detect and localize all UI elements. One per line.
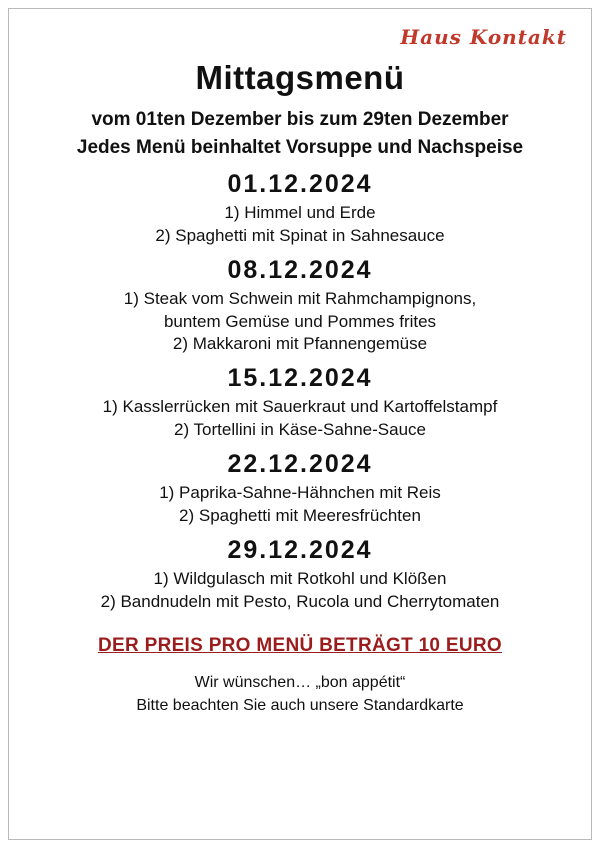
menu-date: 08.12.2024 bbox=[227, 256, 373, 285]
page-title: Mittagsmenü bbox=[195, 59, 405, 96]
menu-item: 1) Kasslerrücken mit Sauerkraut und Kartoffelstampf bbox=[102, 397, 498, 417]
menu-block bbox=[27, 536, 573, 613]
menu-date: 15.12.2024 bbox=[227, 364, 373, 393]
menu-item: 2) Spaghetti mit Meeresfrüchten bbox=[179, 505, 421, 525]
menu-item: buntem Gemüse und Pommes frites bbox=[163, 311, 437, 331]
menu-date: 29.12.2024 bbox=[227, 536, 373, 565]
menu-list bbox=[27, 170, 573, 613]
menu-item: 1) Himmel und Erde bbox=[224, 203, 376, 223]
menu-sheet bbox=[8, 8, 592, 840]
menu-period-line-1: vom 01ten Dezember bis zum 29ten Dezember bbox=[91, 109, 509, 130]
menu-date: 01.12.2024 bbox=[227, 170, 373, 199]
menu-block bbox=[27, 170, 573, 247]
menu-item: 1) Steak vom Schwein mit Rahmchampignons, bbox=[123, 289, 477, 309]
footer-greeting: Wir wünschen… „bon appétit“ bbox=[194, 674, 406, 692]
price-note: DER PREIS PRO MENÜ BETRÄGT 10 EURO bbox=[98, 635, 502, 657]
footer-note: Bitte beachten Sie auch unsere Standardkarte bbox=[136, 697, 464, 715]
menu-block bbox=[27, 450, 573, 527]
menu-inclusions-line: Jedes Menü beinhaltet Vorsuppe und Nachspeise bbox=[76, 136, 524, 158]
menu-date: 22.12.2024 bbox=[227, 450, 373, 479]
restaurant-logo: Haus Kontakt bbox=[400, 25, 567, 49]
menu-block bbox=[27, 256, 573, 355]
menu-block bbox=[27, 364, 573, 441]
menu-item: 1) Wildgulasch mit Rotkohl und Klößen bbox=[153, 569, 447, 589]
menu-item: 2) Tortellini in Käse-Sahne-Sauce bbox=[174, 419, 426, 439]
menu-item: 2) Bandnudeln mit Pesto, Rucola und Cherrytomaten bbox=[100, 591, 500, 611]
menu-item: 2) Makkaroni mit Pfannengemüse bbox=[172, 334, 428, 354]
menu-item: 2) Spaghetti mit Spinat in Sahnesauce bbox=[155, 225, 445, 245]
menu-item: 1) Paprika-Sahne-Hähnchen mit Reis bbox=[159, 483, 441, 503]
